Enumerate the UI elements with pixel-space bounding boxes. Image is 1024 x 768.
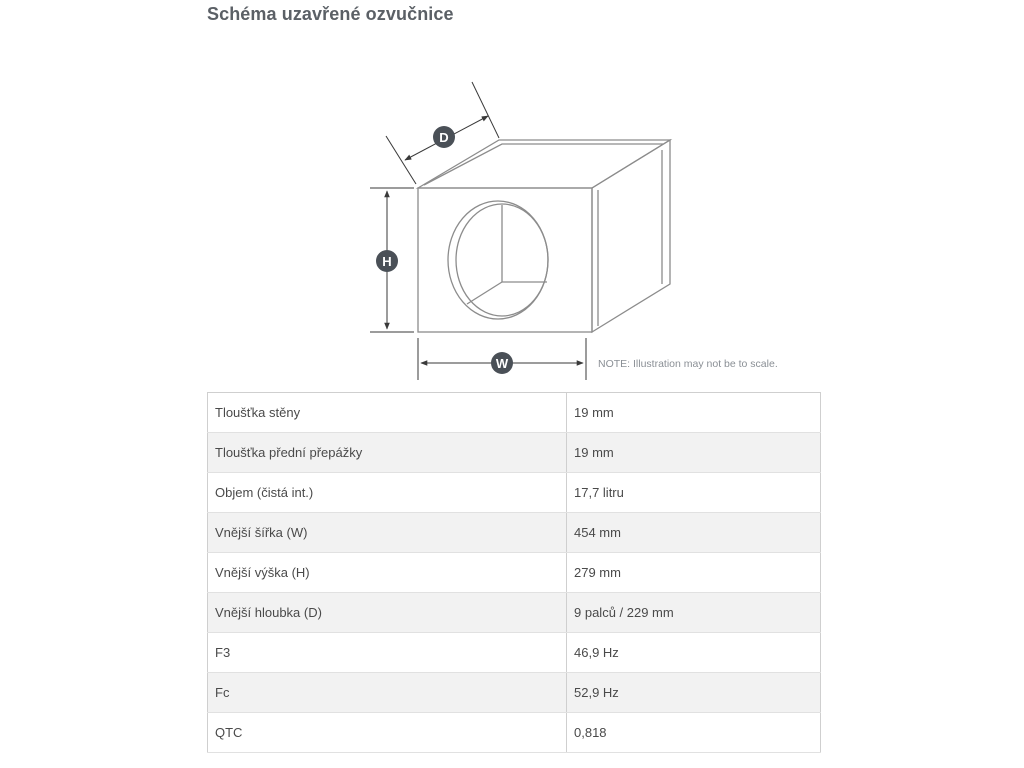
box-top-rim: [424, 144, 663, 185]
table-row: [208, 513, 821, 553]
height-label: H: [382, 254, 392, 269]
table-row: [208, 633, 821, 673]
spec-value: 46,9 Hz: [567, 633, 821, 673]
spec-label: Vnější šířka (W): [208, 513, 567, 553]
spec-value: 9 palců / 229 mm: [567, 593, 821, 633]
depth-label: D: [439, 130, 449, 145]
spec-label: Vnější výška (H): [208, 553, 567, 593]
spec-label: Vnější hloubka (D): [208, 593, 567, 633]
cutout-inner-diagonal: [467, 282, 502, 304]
table-row: [208, 473, 821, 513]
spec-table: [207, 392, 821, 753]
depth-extension-line-right: [472, 82, 499, 138]
spec-table-body: [208, 393, 821, 753]
scale-note: NOTE: Illustration may not be to scale.: [598, 358, 778, 370]
spec-value: 0,818: [567, 713, 821, 753]
table-row: [208, 673, 821, 713]
width-label: W: [495, 356, 509, 371]
enclosure-box: [418, 140, 670, 332]
depth-extension-line-left: [386, 136, 416, 184]
table-row: [208, 553, 821, 593]
spec-value: 17,7 litru: [567, 473, 821, 513]
box-front-face: [418, 188, 592, 332]
table-row: [208, 593, 821, 633]
spec-label: QTC: [208, 713, 567, 753]
spec-label: Objem (čistá int.): [208, 473, 567, 513]
table-row: [208, 433, 821, 473]
spec-label: F3: [208, 633, 567, 673]
spec-value: 279 mm: [567, 553, 821, 593]
table-row: [208, 393, 821, 433]
spec-label: Tloušťka stěny: [208, 393, 567, 433]
spec-value: 19 mm: [567, 433, 821, 473]
table-row: [208, 713, 821, 753]
spec-value: 19 mm: [567, 393, 821, 433]
box-right-face: [592, 140, 670, 332]
spec-label: Tloušťka přední přepážky: [208, 433, 567, 473]
page-title: Schéma uzavřené ozvučnice: [207, 4, 454, 24]
spec-value: 454 mm: [567, 513, 821, 553]
spec-label: Fc: [208, 673, 567, 713]
spec-value: 52,9 Hz: [567, 673, 821, 713]
